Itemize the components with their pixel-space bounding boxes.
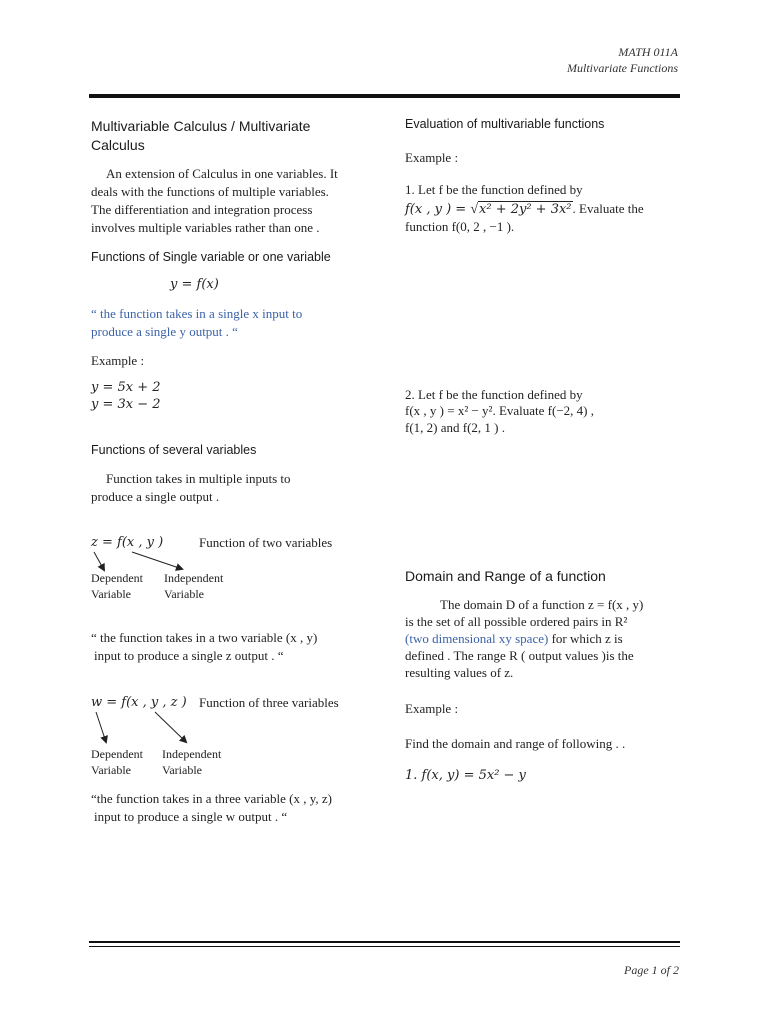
two-quote-line1: “ the function takes in a two variable (x , y) <box>91 630 318 645</box>
domain-line1: The domain D of a function z = f(x , y) <box>440 597 644 612</box>
two-variable-formula: z = f(x , y ) <box>91 535 164 550</box>
example1-rest: . Evaluate the <box>572 201 644 216</box>
course-code: MATH 011A <box>618 45 678 59</box>
evaluation-heading: Evaluation of multivariable functions <box>405 117 605 131</box>
arrow-independent-b <box>155 712 186 742</box>
domain-line4: defined . The range R ( output values )is the <box>405 648 634 663</box>
intro-line3: The differentiation and integration process <box>91 202 313 217</box>
independent-label-b-2: Variable <box>162 763 202 777</box>
example2-line1: 2. Let f be the function defined by <box>405 387 583 402</box>
course-title: Multivariate Functions <box>567 61 678 75</box>
domain-line5: resulting values of z. <box>405 665 514 680</box>
several-text-line1: Function takes in multiple inputs to <box>106 471 291 486</box>
example2-line3: f(1, 2) and f(2, 1 ) . <box>405 420 505 435</box>
intro-line2: deals with the functions of multiple variables. <box>91 184 329 199</box>
example-equation-1: y = 5x + 2 <box>91 380 161 395</box>
several-variables-heading: Functions of several variables <box>91 443 257 457</box>
example-label-right: Example : <box>405 150 459 165</box>
find-domain-text: Find the domain and range of following . . <box>405 736 626 751</box>
example1-lhs: f(x , y ) = <box>405 202 471 217</box>
three-quote-line2: input to produce a single w output . “ <box>94 809 288 824</box>
single-quote-line1: “ the function takes in a single x input to <box>91 306 303 321</box>
single-variable-heading: Functions of Single variable or one variable <box>91 250 331 264</box>
dependent-label-b-1: Dependent <box>91 747 143 761</box>
intro-line4: involves multiple variables rather than one . <box>91 220 320 235</box>
arrow-dependent-b <box>96 712 106 742</box>
domain-line3-highlight: (two dimensional xy space) <box>405 631 549 646</box>
footer-rule-thin <box>89 946 680 947</box>
single-quote-line2: produce a single y output . “ <box>91 324 238 339</box>
single-variable-formula: y = f(x) <box>170 277 219 292</box>
example-label-left: Example : <box>91 353 145 368</box>
three-variable-formula: w = f(x , y , z ) <box>91 695 187 710</box>
example2-line2: f(x , y ) = x² − y². Evaluate f(−2, 4) , <box>405 403 594 418</box>
independent-label-a-2: Variable <box>164 587 204 601</box>
several-text-line2: produce a single output . <box>91 489 220 504</box>
three-variable-description: Function of three variables <box>199 695 339 710</box>
arrow-independent-a <box>132 552 182 569</box>
arrow-dependent-a <box>94 552 104 570</box>
find-example-1: 1. f(x, y) = 5x² − y <box>405 768 526 783</box>
dependent-label-a-1: Dependent <box>91 571 143 585</box>
independent-label-b-1: Independent <box>162 747 222 761</box>
domain-range-heading: Domain and Range of a function <box>405 568 606 584</box>
three-quote-line1: “the function takes in a three variable (x , y, z) <box>91 791 332 806</box>
page-number: Page 1 of 2 <box>624 963 679 977</box>
domain-line2: is the set of all possible ordered pairs in R² <box>405 614 628 629</box>
example1-radicand: x² + 2y² + 3x² <box>479 202 572 217</box>
page-title-line1: Multivariable Calculus / Multivariate <box>91 118 311 134</box>
sqrt-icon: √ <box>470 202 479 217</box>
page-title-line2: Calculus <box>91 137 145 153</box>
example1-line3: function f(0, 2 , −1 ). <box>405 219 515 234</box>
intro-line1: An extension of Calculus in one variables. It <box>106 166 338 181</box>
independent-label-a-1: Independent <box>164 571 224 585</box>
example2-label-right: Example : <box>405 701 459 716</box>
example-equation-2: y = 3x − 2 <box>91 397 161 412</box>
example1-line1: 1. Let f be the function defined by <box>405 182 583 197</box>
two-variable-description: Function of two variables <box>199 535 333 550</box>
two-quote-line2: input to produce a single z output . “ <box>94 648 284 663</box>
footer-rule-thick <box>89 941 680 943</box>
domain-line3 <box>405 630 678 648</box>
dependent-label-b-2: Variable <box>91 763 131 777</box>
example1-line2 <box>405 200 667 219</box>
dependent-label-a-2: Variable <box>91 587 131 601</box>
domain-line3-rest: for which z is <box>548 631 623 646</box>
